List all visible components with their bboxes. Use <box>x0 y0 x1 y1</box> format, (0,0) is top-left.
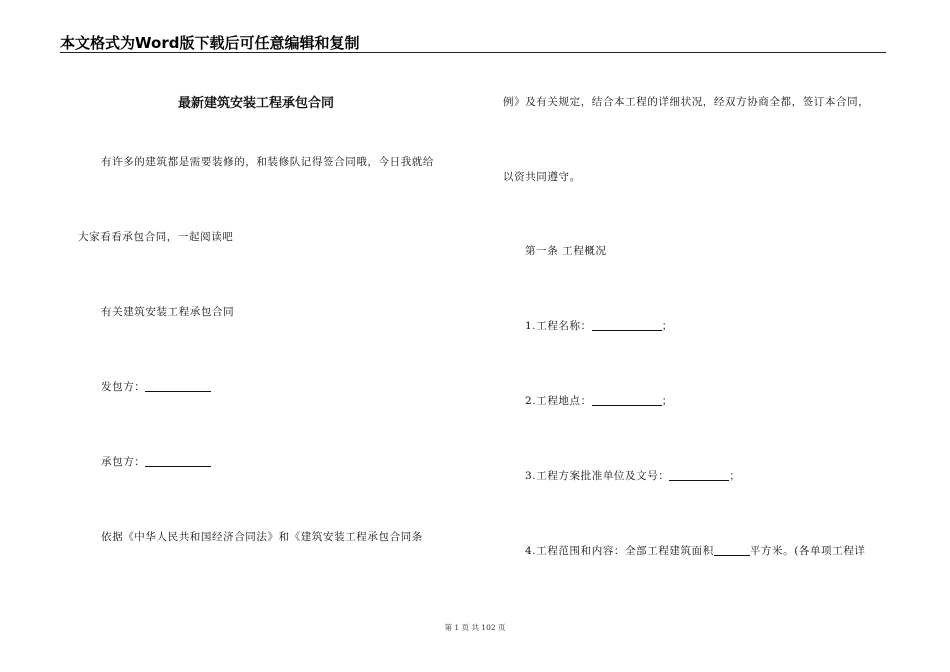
item-1-label: 1.工程名称： <box>525 320 592 332</box>
item-2-end: ； <box>661 395 673 407</box>
item-4-suffix: 平方米。(各单项工程详 <box>749 545 866 557</box>
party-a-blank <box>145 380 211 392</box>
article-1-heading: 第一条 工程概况 <box>525 245 607 257</box>
basis-continued-line-2: 以资共同遵守。 <box>503 171 581 183</box>
basis-line: 依据《中华人民共和国经济合同法》和《建筑安装工程承包合同条 <box>101 531 423 543</box>
item-2-blank <box>592 394 662 406</box>
party-a-line <box>101 379 211 394</box>
basis-continued-line-1: 例》及有关规定，结合本工程的详细状况，经双方协商全都，签订本合同， <box>503 96 870 108</box>
document-title: 最新建筑安装工程承包合同 <box>178 96 335 111</box>
intro-line-2: 大家看看承包合同，一起阅读吧 <box>78 231 234 243</box>
item-1-line <box>525 318 673 333</box>
item-2-label: 2.工程地点： <box>525 395 592 407</box>
party-b-blank <box>145 455 211 467</box>
section-heading: 有关建筑安装工程承包合同 <box>101 306 235 318</box>
item-3-line <box>525 468 741 483</box>
item-4-prefix: 4.工程范围和内容：全部工程建筑面积 <box>525 545 714 557</box>
party-a-label: 发包方： <box>101 381 146 393</box>
item-3-end: ； <box>729 470 741 482</box>
page-footer: 第 1 页 共 102 页 <box>444 623 506 632</box>
item-1-end: ； <box>661 320 673 332</box>
party-b-line <box>101 454 211 469</box>
item-1-blank <box>592 319 662 331</box>
item-4-blank <box>714 544 750 556</box>
item-4-line <box>525 543 866 558</box>
item-2-line <box>525 393 673 408</box>
intro-line-1: 有许多的建筑都是需要装修的，和装修队记得签合同哦，今日我就给 <box>101 156 434 168</box>
item-3-label: 3.工程方案批准单位及文号： <box>525 470 670 482</box>
item-3-blank <box>669 469 729 481</box>
document-banner: 本文格式为Word版下载后可任意编辑和复制 <box>60 34 360 52</box>
banner-divider <box>60 52 886 53</box>
party-b-label: 承包方： <box>101 456 146 468</box>
